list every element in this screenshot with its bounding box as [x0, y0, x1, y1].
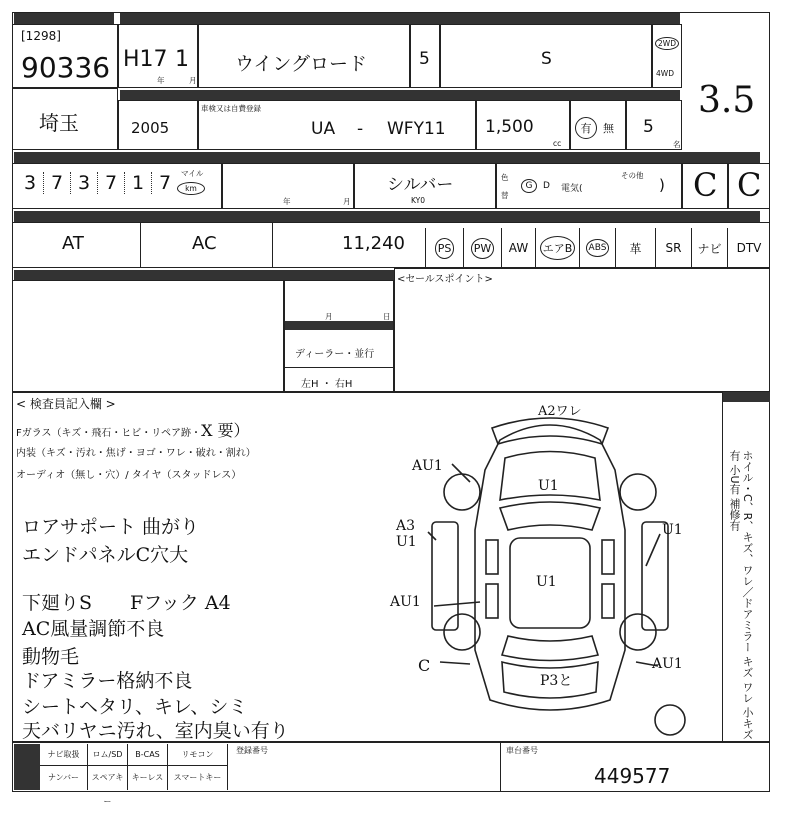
model-name: ウイングロード	[235, 53, 368, 75]
year-era: H17	[123, 47, 168, 72]
chassis-number-label: 車台番号	[506, 746, 538, 755]
price-value: 11,240	[342, 233, 405, 254]
exterior-grade: C	[693, 166, 718, 204]
displacement-cell	[476, 100, 570, 150]
option-label: AW	[508, 241, 529, 255]
reg-year-unit: 年	[283, 197, 291, 206]
date-day-unit: 日	[383, 312, 391, 321]
seats-unit: 名	[673, 140, 681, 149]
mile-label: マイル	[181, 169, 204, 178]
color-value: シルバー	[387, 175, 454, 195]
mark-hood: U1	[538, 478, 559, 494]
region-value: 埼玉	[39, 111, 79, 135]
divider	[140, 222, 141, 268]
sale-points-label: <セールスポイント>	[397, 274, 493, 285]
mileage-digit: 3	[17, 172, 44, 194]
fglass-mark: X 要）	[201, 421, 250, 440]
month-value: 1	[175, 47, 189, 72]
bottom-label: ロム/SD	[88, 744, 128, 766]
mark-roof: U1	[536, 574, 557, 590]
lot-number: 90336	[21, 51, 111, 84]
mileage-digit: 7	[44, 172, 71, 194]
inspector-note: エンドパネルC穴大	[22, 544, 189, 566]
mileage-digit: 7	[98, 172, 125, 194]
d-label: D	[543, 181, 550, 191]
inspector-note: 下廻りS Fフック A4	[22, 592, 231, 614]
mark-left-mid: A3 U1	[396, 518, 417, 550]
option-label: SR	[665, 241, 682, 255]
option-label: PW	[471, 238, 495, 259]
inspector-note: 天バリヤニ汚れ、室内臭い有り	[22, 720, 289, 742]
chassis-number: 449577	[594, 764, 671, 788]
bottom-label: キーレス	[128, 766, 168, 790]
doors-value: 5	[419, 49, 430, 69]
option-pw	[463, 228, 501, 268]
year-ad-value: 2005	[131, 119, 170, 137]
grade-value: S	[541, 49, 552, 69]
mileage-digit: 3	[71, 172, 98, 194]
divider	[272, 222, 273, 268]
g-label: G	[521, 179, 537, 193]
drive-4wd: 4WD	[656, 69, 674, 78]
model-cell	[198, 24, 410, 88]
inspector-line2: 内装（キズ・汚れ・焦げ・ヨゴ・ワレ・破れ・割れ）	[16, 448, 256, 459]
inspector-note: ロアサポート 曲がり	[22, 516, 200, 538]
steering-label: 左H ・ 右H	[301, 379, 353, 390]
mark-rear-left: C	[418, 656, 431, 675]
color-label-1: 色	[501, 173, 509, 182]
option-airbag	[535, 228, 579, 268]
cc-unit: cc	[553, 139, 562, 148]
option-sunroof	[655, 228, 691, 268]
has-label: 有	[575, 117, 597, 139]
option-dtv	[727, 228, 770, 268]
lot-code: [1298]	[21, 29, 61, 43]
seats-cell	[626, 100, 682, 150]
first-reg-label: 車検又は自費登録	[201, 104, 261, 113]
chassis-dash: -	[357, 119, 364, 139]
drive-2wd: 2WD	[655, 37, 679, 50]
option-aw	[501, 228, 535, 268]
interior-grade-cell	[728, 163, 770, 209]
mark-front-left: AU1	[412, 458, 443, 474]
bottom-label: B-CAS	[128, 744, 168, 766]
color-code: KY0	[411, 196, 426, 205]
month-unit: 月	[189, 76, 197, 85]
reg-month-unit: 月	[343, 197, 351, 206]
color-change-cell	[496, 163, 682, 209]
inspector-note: シートヘタリ、キレ、シミ	[22, 696, 248, 718]
option-label: DTV	[736, 241, 762, 255]
option-navi	[691, 228, 727, 268]
inspector-line3: オーディオ（無し・穴）/ タイヤ（スタッドレス）	[16, 470, 242, 481]
fglass-text: Fガラス（キズ・飛石・ヒビ・リペア跡・	[16, 428, 202, 439]
dealer-header-bar	[285, 321, 393, 330]
inspector-note: AC風量調節不良	[22, 618, 165, 640]
displacement-value: 1,500	[485, 117, 534, 137]
bottom-label: ナンバー	[40, 766, 88, 790]
reg-date-cell	[222, 163, 354, 209]
row3-header-bar	[14, 152, 760, 163]
inspector-note: ドアミラー格納不良	[22, 670, 193, 692]
option-label: エアB	[540, 236, 576, 260]
mileage-digit: 1	[125, 172, 152, 194]
inspection-cell	[570, 100, 626, 150]
color-cell	[354, 163, 496, 209]
mark-front: A2ワレ	[538, 404, 582, 419]
divider	[500, 742, 501, 792]
chassis-code: WFY11	[387, 119, 446, 139]
option-abs	[579, 228, 615, 268]
bottom-label: スペアキー	[88, 766, 128, 790]
exterior-grade-cell	[682, 163, 728, 209]
date-month-unit: 月	[325, 312, 333, 321]
score-value: 3.5	[698, 80, 756, 121]
option-leather	[615, 228, 655, 268]
inspector-note: 動物毛	[22, 646, 80, 668]
reg-number-label: 登録番号	[236, 746, 268, 755]
option-label: ABS	[586, 239, 610, 257]
mileage-digit: 7	[158, 172, 172, 194]
notes-area	[12, 280, 284, 392]
interior-grade: C	[737, 166, 762, 204]
divider	[285, 367, 393, 368]
bottom-label: ナビ取扱	[40, 744, 88, 766]
row1-header-bar-left	[14, 13, 114, 24]
region-cell	[12, 88, 118, 150]
doors-cell	[410, 24, 440, 88]
electric-label: 電気(	[561, 184, 583, 194]
mark-right-mid: U1	[662, 522, 683, 538]
aircon-value: AC	[192, 233, 217, 254]
sale-points-area	[394, 268, 770, 392]
drive-cell	[652, 24, 682, 88]
color-label-2: 替	[501, 191, 509, 200]
year-unit: 年	[157, 76, 165, 85]
option-label: PS	[435, 238, 455, 259]
side-header-bar	[722, 392, 770, 402]
bottom-label: リモコン	[168, 744, 228, 766]
close-paren: )	[659, 176, 665, 194]
dealer-label: ディーラー・並行	[295, 349, 375, 360]
other-label: その他	[621, 171, 644, 180]
seats-value: 5	[643, 117, 654, 137]
inspector-title: < 検査員記入欄 >	[16, 397, 116, 411]
option-ps	[425, 228, 463, 268]
year-ad-cell	[118, 100, 198, 150]
bottom-label: スマートキー	[168, 766, 228, 790]
row4-header-bar	[14, 211, 760, 222]
year-cell	[118, 24, 198, 88]
mileage-digits	[17, 172, 178, 194]
transmission-value: AT	[62, 233, 84, 254]
grade-cell	[440, 24, 652, 88]
chassis-prefix: UA	[311, 119, 336, 139]
inspector-line1	[16, 418, 250, 441]
mark-left-rear: AU1	[390, 594, 421, 610]
date-area	[284, 280, 394, 392]
option-label: ナビ	[697, 241, 722, 256]
side-note: ホイル・C、R、キズ、ワレ／ドアミラー キズ ワレ 小キズ有 小U有 補修有	[728, 450, 754, 740]
bottom-header-bar	[14, 744, 40, 790]
divider	[722, 392, 723, 742]
chassis-cell	[198, 100, 476, 150]
row1-header-bar	[120, 13, 680, 24]
mileage-cell	[12, 163, 222, 209]
option-label: 革	[629, 241, 642, 256]
km-label: km	[177, 182, 205, 195]
mark-rear-right: AU1	[652, 656, 683, 672]
mark-rear: P3と	[540, 673, 573, 689]
none-label: 無	[603, 122, 614, 135]
lot-cell	[12, 24, 118, 88]
